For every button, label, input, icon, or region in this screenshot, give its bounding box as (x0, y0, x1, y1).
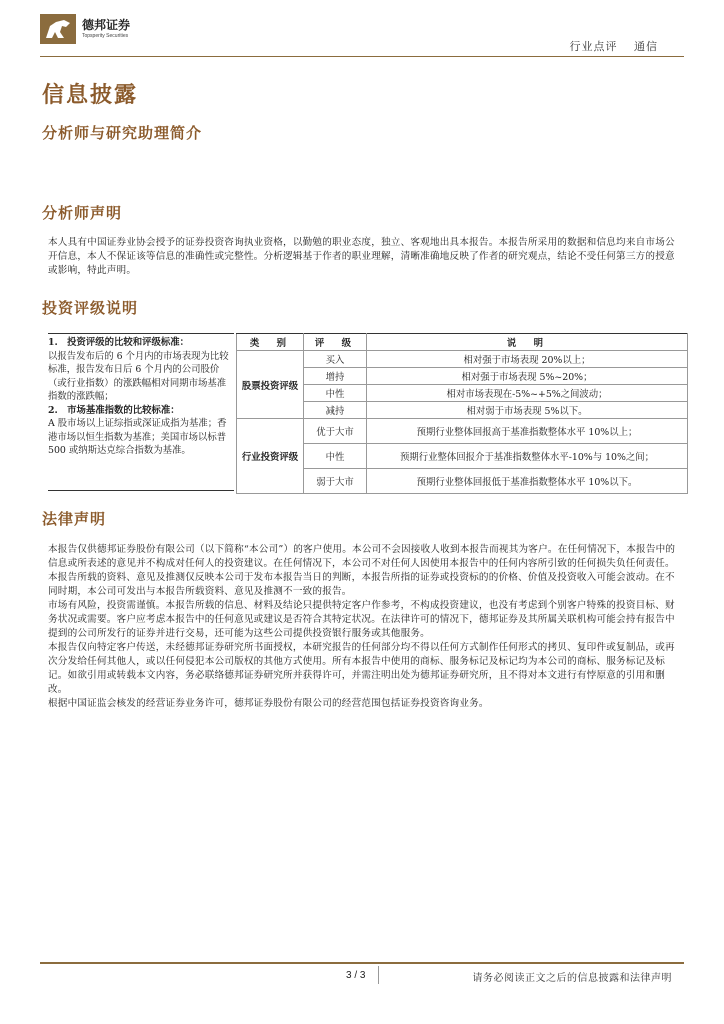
table-row (237, 385, 688, 402)
legal-paragraph: 本报告仅供德邦证券股份有限公司（以下简称“本公司”）的客户使用。本公司不会因接收人收到本报告而视其为客户。在任何情况下，本报告中的信息或所表述的意见并不构成对任何人的投资建议。在任何情况下，本公司不对任何人因使用本报告中的任何内容所引致的任何损失负任何责任。 (48, 544, 676, 569)
table-row (237, 444, 688, 469)
analyst-intro-heading: 分析师与研究助理简介 (42, 124, 203, 142)
table-row (237, 402, 688, 419)
page-title: 信息披露 (42, 82, 139, 108)
footer-rule (40, 962, 684, 964)
criteria-2-title: 2. 市场基准指数的比较标准： (48, 404, 180, 416)
grade-cell: 增持 (304, 368, 367, 385)
page-number: 3 / 3 (346, 970, 366, 981)
table-row (237, 368, 688, 385)
footer-note: 请务必阅读正文之后的信息披露和法律声明 (472, 973, 672, 984)
brand-name-cn: 德邦证券 (82, 18, 131, 32)
legal-paragraph: 本报告所载的资料、意见及推测仅反映本公司于发布本报告当日的判断，本报告所指的证券或投资标的的价格、价值及投资收入可能会波动。在不同时期，本公司可发出与本报告所载资料、意见及推测不一致的报告。 (48, 572, 675, 597)
legal-paragraph: 本报告仅向特定客户传送，未经德邦证券研究所书面授权，本研究报告的任何部分均不得以任何方式制作任何形式的拷贝、复印件或复制品，或再次分发给任何其他人，或以任何侵犯本公司版权的其他方式使用。所有本报告中使用的商标、服务标记及标记均为本公司的商标、服务标记及标记。如欲引用或转载本文内容，务必联络德邦证券研究所并获得许可，并需注明出处为德邦证券研究所，且不得对本文进行有悖原意的引用和删改。 (48, 642, 675, 695)
stock-rating-category: 股票投资评级 (237, 351, 304, 419)
legal-paragraph: 根据中国证监会核发的经营证券业务许可，德邦证券股份有限公司的经营范围包括证券投资咨询业务。 (48, 698, 489, 709)
legal-heading: 法律声明 (42, 510, 107, 528)
rating-section (48, 333, 688, 491)
desc-cell: 相对弱于市场表现 5%以下。 (367, 402, 688, 419)
report-tags (558, 38, 659, 54)
analyst-statement-text: 本人具有中国证券业协会授予的证券投资咨询执业资格，以勤勉的职业态度，独立、客观地出具本报告。本报告所采用的数据和信息均来自市场公开信息，本人不保证该等信息的准确性或完整性。分析逻辑基于作者的职业理解，清晰准确地反映了作者的研究观点，结论不受任何第三方的授意或影响，特此声明。 (48, 237, 675, 276)
grade-cell: 弱于大市 (304, 469, 367, 494)
rating-heading: 投资评级说明 (42, 299, 139, 317)
desc-cell: 相对强于市场表现 5%~20%； (367, 368, 688, 385)
criteria-1-text: 以报告发布后的 6 个月内的市场表现为比较标准，报告发布日后 6 个月内的公司股价（或行业指数）的涨跌幅相对同期市场基准指数的涨跌幅； (48, 350, 229, 402)
table-header-row (237, 334, 688, 351)
grade-cell: 买入 (304, 351, 367, 368)
grade-cell: 中性 (304, 444, 367, 469)
footer-divider (378, 966, 379, 984)
legal-text (48, 543, 678, 711)
desc-cell: 预期行业整体回报高于基准指数整体水平 10%以上； (367, 419, 688, 444)
header-category: 类 别 (237, 334, 304, 351)
header-description: 说 明 (367, 334, 688, 351)
rating-criteria (48, 333, 234, 491)
desc-cell: 相对强于市场表现 20%以上； (367, 351, 688, 368)
analyst-statement-heading: 分析师声明 (42, 204, 123, 222)
bull-logo-icon (40, 14, 76, 44)
grade-cell: 优于大市 (304, 419, 367, 444)
desc-cell: 预期行业整体回报介于基准指数整体水平-10%与 10%之间； (367, 444, 688, 469)
grade-cell: 减持 (304, 402, 367, 419)
table-row (237, 469, 688, 494)
table-row (237, 419, 688, 444)
industry-name: 通信 (634, 40, 658, 53)
rating-table (236, 333, 688, 494)
criteria-1-title: 1. 投资评级的比较和评级标准： (48, 337, 190, 348)
header-rule (40, 56, 684, 57)
brand-logo (40, 14, 160, 44)
table-row (237, 351, 688, 368)
header-grade: 评 级 (304, 334, 367, 351)
industry-rating-category: 行业投资评级 (237, 419, 304, 494)
criteria-2-text: A 股市场以上证综指或深证成指为基准；香港市场以恒生指数为基准；美国市场以标普 500 或纳斯达克综合指数为基准。 (48, 418, 227, 456)
brand-name-en: Topsperity Securities (82, 33, 129, 39)
desc-cell: 相对市场表现在-5%~+5%之间波动； (367, 385, 688, 402)
desc-cell: 预期行业整体回报低于基准指数整体水平 10%以下。 (367, 469, 688, 494)
report-type: 行业点评 (569, 40, 618, 53)
grade-cell: 中性 (304, 385, 367, 402)
legal-paragraph: 市场有风险，投资需谨慎。本报告所载的信息、材料及结论只提供特定客户作参考，不构成投资建议，也没有考虑到个别客户特殊的投资目标、财务状况或需要。客户应考虑本报告中的任何意见或建议是否符合其特定状况。在法律许可的情况下，德邦证券及其所属关联机构可能会持有报告中提到的公司所发行的证券并进行交易，还可能为这些公司提供投资银行服务或其他服务。 (48, 600, 675, 639)
